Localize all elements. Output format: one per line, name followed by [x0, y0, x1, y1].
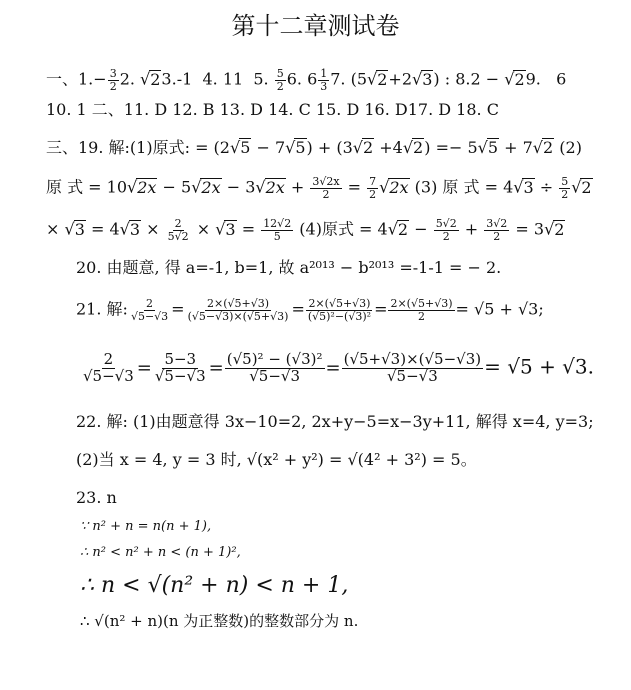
text: +: [285, 177, 310, 197]
denominator: (√5)²−(√3)²: [307, 309, 372, 323]
fraction: [388, 298, 454, 322]
answer-line-22: 22. 解: (1)由题意得 3x−10=2, 2x+y−5=x−3y+11, 解得 x=4, y=3;: [76, 412, 594, 431]
radicand: 5: [240, 138, 251, 157]
numerator: 2: [146, 297, 154, 310]
text: =: [374, 299, 388, 319]
text: ×: [141, 219, 165, 239]
radicand: 3: [523, 177, 534, 197]
denominator: √5−√3: [249, 366, 301, 385]
text: − 7: [251, 138, 286, 157]
numerator: 2×(√5+√3): [390, 297, 453, 310]
text: 5.: [253, 69, 269, 89]
fraction: [108, 68, 119, 92]
answer-line-23-step1: ∵ n² + n = n(n + 1),: [80, 519, 212, 534]
numerator: 5√2: [435, 217, 457, 230]
text: =: [208, 357, 224, 379]
denominator: √5−√3: [83, 366, 134, 385]
text: ×: [46, 219, 65, 239]
text: = 3: [510, 219, 545, 239]
radicand: 5: [487, 138, 499, 157]
denominator: 3: [320, 79, 328, 93]
denominator: 2: [417, 309, 425, 323]
fraction: [318, 68, 329, 92]
denominator: √5−√3: [130, 309, 169, 323]
answer-line-23-step3: ∴ n < √(n² + n) < n + 1,: [80, 573, 349, 598]
numerator: 5−3: [164, 350, 197, 368]
text: 原 式 = 10: [46, 177, 128, 197]
fraction: [342, 352, 484, 385]
answer-line-23: 23. n: [76, 488, 117, 507]
text: +4: [374, 138, 403, 157]
text: 9.: [525, 69, 541, 89]
radicand: 3: [74, 219, 85, 239]
fraction: [484, 218, 509, 242]
numerator: 1: [320, 67, 328, 80]
answer-line-5: × √3 = 4√3 × $\frac{2}{5√2}$ × √3 = $\frac{12√2}{5}$ (4)原式 = 4√2 − $\frac{5√2}{2}$ + $\frac{3√2}{2}$ = 3√2: [46, 217, 565, 243]
text: (3) 原 式 = 4: [409, 177, 514, 197]
denominator: 2: [276, 79, 284, 93]
text: +: [459, 219, 484, 239]
fraction: [186, 298, 291, 322]
text: (5: [350, 69, 368, 89]
fraction: [261, 218, 293, 242]
text: 2 −: [470, 69, 500, 89]
text: 一、1.: [46, 69, 94, 89]
fraction: [306, 298, 373, 322]
radicand: 2: [581, 177, 592, 197]
denominator: 2: [493, 229, 501, 243]
fraction: [434, 218, 459, 242]
text: 三、19. 解:(1)原式: = (2: [46, 138, 230, 157]
numerator: 3: [109, 67, 117, 80]
radicand: 3: [225, 219, 236, 239]
radicand: 2x: [389, 177, 409, 197]
text: ÷: [534, 177, 559, 197]
denominator: √5−√3: [386, 366, 438, 385]
numerator: 12√2: [263, 217, 292, 230]
text: = √5 + √3;: [455, 299, 544, 319]
radicand: 2: [514, 69, 525, 89]
answer-line-21-alt: [80, 352, 594, 385]
answer-line-2: 10. 1 二、11. D 12. B 13. D 14. C 15. D 16. D17. D 18. C: [46, 100, 499, 119]
text: =: [171, 299, 185, 319]
answer-line-23-conclusion: ∴ √(n² + n)(n 为正整数)的整数部分为 n.: [80, 612, 359, 630]
text: 2.: [119, 69, 135, 89]
page-title: 第十二章测试卷: [231, 12, 400, 40]
radicand: 2: [397, 219, 409, 239]
radicand: 2x: [137, 177, 157, 197]
numerator: 2: [174, 217, 182, 230]
denominator: 5√2: [167, 229, 189, 243]
denominator: 2: [561, 187, 569, 201]
text: −: [409, 219, 433, 239]
numerator: 2×(√5+√3): [308, 297, 371, 310]
text: 21. 解:: [76, 299, 128, 319]
answer-line-20: 20. 由题意, 得 a=-1, b=1, 故 a²⁰¹³ − b²⁰¹³ =-1-1 = − 2.: [76, 258, 502, 277]
denominator: 2: [369, 187, 377, 201]
numerator: (√5+√3)×(√5−√3): [343, 350, 482, 368]
numerator: 5: [276, 67, 284, 80]
denominator: (√5−√3)×(√5+√3): [187, 309, 289, 323]
text: (2): [554, 138, 582, 157]
text: =: [291, 299, 305, 319]
radicand: 2: [543, 138, 554, 157]
text: − 5: [157, 177, 192, 197]
numerator: 3√2: [486, 217, 508, 230]
radicand: 3: [422, 69, 433, 89]
text: =: [325, 357, 341, 379]
radicand: 5: [295, 138, 306, 157]
denominator: 2: [442, 229, 450, 243]
fraction: [129, 298, 170, 322]
radicand: 2: [554, 219, 565, 239]
text: 6: [556, 69, 567, 89]
text: 7.: [330, 69, 346, 89]
denominator: 2: [322, 187, 330, 201]
answer-line-21: [76, 298, 544, 322]
radicand: 3: [129, 219, 141, 239]
numerator: 2: [103, 350, 114, 368]
answer-line-1: 一、1.− $\frac{3}{2}$ 2. √23.-1 4. 11 5. $\frac{5}{2}$ 6. 6 $\frac{1}{3}$ 7. (5√2+2√3) : 8.2 − √29. 6: [46, 67, 567, 93]
fraction: [367, 176, 378, 200]
answer-line-4: 原 式 = 10√2x − 5√2x − 3√2x + $\frac{3√2x}{2}$ = $\frac{7}{2}$ √2x (3) 原 式 = 4√3 ÷ $\frac{5}{2}$ √2: [46, 175, 592, 201]
numerator: 5: [561, 175, 569, 188]
text: ×: [191, 219, 216, 239]
denominator: 5: [273, 229, 281, 243]
answer-line-22-part2: (2)当 x = 4, y = 3 时, √(x² + y²) = √(4² + 3²) = 5。: [76, 450, 477, 469]
text: =: [236, 219, 261, 239]
text: ) =− 5: [424, 138, 478, 157]
numerator: 7: [369, 175, 377, 188]
text: + 7: [499, 138, 533, 157]
text: 3.: [161, 69, 177, 89]
fraction: [225, 352, 325, 385]
text: (4)原式 = 4: [294, 219, 388, 239]
denominator: √5−√3: [154, 366, 206, 385]
text: 6.: [286, 69, 302, 89]
text: =: [342, 177, 367, 197]
fraction: [559, 176, 570, 200]
radicand: 2: [150, 69, 161, 89]
numerator: 2×(√5+√3): [206, 297, 270, 310]
numerator: (√5)² − (√3)²: [226, 350, 323, 368]
text: 11: [222, 69, 244, 89]
text: −: [93, 69, 107, 89]
text: +2: [388, 69, 413, 89]
denominator: 2: [109, 79, 117, 93]
fraction: [166, 218, 191, 242]
radicand: 2: [362, 138, 374, 157]
text: 6: [307, 69, 318, 89]
radicand: 2: [377, 69, 388, 89]
text: -1: [176, 69, 193, 89]
numerator: 3√2x: [312, 175, 340, 188]
answer-line-3: 三、19. 解:(1)原式: = (2√5 − 7√5) + (3√2 +4√2) =− 5√5 + 7√2 (2): [46, 138, 582, 157]
text: 4.: [202, 69, 218, 89]
text: ) + (3: [306, 138, 353, 157]
radicand: 2: [413, 138, 424, 157]
radicand: 2x: [265, 177, 285, 197]
fraction: [275, 68, 286, 92]
radicand: 2x: [201, 177, 221, 197]
text: =: [136, 357, 152, 379]
answer-line-23-step2: ∴ n² < n² + n < (n + 1)²,: [80, 545, 241, 560]
fraction: [153, 352, 208, 385]
text: = √5 + √3.: [484, 354, 595, 379]
text: = 4: [85, 219, 120, 239]
text: − 3: [221, 177, 256, 197]
fraction: [310, 176, 341, 200]
fraction: [81, 352, 136, 385]
text: ) : 8.: [433, 69, 471, 89]
